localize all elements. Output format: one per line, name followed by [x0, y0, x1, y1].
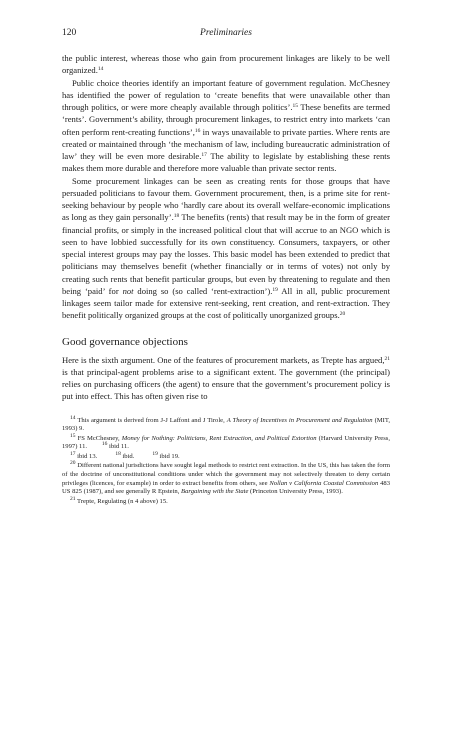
paragraph: the public interest, whereas those who gain from procurement linkages are likely to be well organized.$^{14}$ [62, 53, 390, 76]
footnote: $^{14}$ This argument is derived from J-J Laffont and J Tirole, A Theory of Incentives in Procurement and Regulation (MIT, 1993) 9. [62, 414, 391, 433]
footnote-ref: 20 [339, 311, 346, 318]
body-text [62, 52, 390, 403]
footnote-ref: 16 [194, 127, 201, 134]
running-title: Preliminaries [200, 28, 252, 38]
footnote-group [62, 450, 390, 462]
footnote: $^{20}$ Different national jurisdictions have sought legal methods to restrict rent extraction. In the US, this has taken the form of the doctrine of unconstitutional conditions under which the government may not selectively threaten to deny certain privileges (licences, for example) in order to extract benefits from others, see Nollan v California Coastal Commission 483 US 825 (1987), and see generally R Epstein, Bargaining with the State (Princeton University Press, 1993). [62, 460, 390, 496]
footnote-ref: 19 [272, 286, 278, 293]
paragraph: Some procurement linkages can be seen as creating rents for those groups that have persuaded politicians to favour them. Government procurement, then, is a prime site for rent-seeking behaviour by people who ‘hardly care about its overall welfare-economic implications as long as they gain personally’.$^{18}$ The benefits (rents) that result may be in the form of greater financial profits, or simply in the increased political clout that will accrue to an NGO which is seen to have lobbied successfully for its own constituency. Consumers, taxpayers, or other special interest groups may pay the losses. This basic model has been extended to predict that politicians may themselves benefit (whether financially or in terms of votes) not only by creating such rents that benefit particular groups, but even by threatening to regulate and then being ‘paid’ for not doing so (so called ‘rent-extraction’).$^{19}$ All in all, public procurement linkages seem tailor made for extensive rent-seeking, rent creation, and rent-extraction. They benefit politically organized groups at the cost of politically unorganized groups.$^{20}$ [62, 175, 390, 321]
page-number: 120 [62, 28, 77, 38]
footnote-ref: 18 [173, 213, 180, 220]
book-page [62, 28, 390, 507]
footnote-ref: 14 [97, 66, 104, 73]
paragraph: Here is the sixth argument. One of the features of procurement markets, as Trepte has argued,$^{21}$ is that principal-agent problems arise to a significant extent. The government (the principal) relies on purchasing officers (the agent) to ensure that the government’s procurement policy is put into effect. This has often given rise to [62, 354, 390, 402]
running-header [62, 28, 390, 42]
paragraph: Public choice theories identify an important feature of government regulation. McChesney has identified the power of regulation to ‘create benefits that were unavailable other than through politics, or were more cheaply available through politics’.$^{15}$ These benefits are termed ‘rents’. Government’s ability, through procurement linkages, to restrict entry into markets ‘can often perform rent-creating functions’,$^{16}$ in ways unavailable to private parties. Where rents are created or maintained through ‘the mechanism of law, including bureaucratic administration of law’ they will be even more desirable.$^{17}$ The ability to legislate by establishing these rents makes them more durable and therefore more valuable than private sector rents. [62, 77, 390, 174]
footnote: $^{19}$ ibid 19. [152, 450, 180, 460]
footnote: $^{15}$ FS McChesney, Money for Nothing: Politicians, Rent Extraction, and Political Extortion (Harvard University Press, 1997) 11. $^{16}$ ibid 11. [62, 432, 390, 451]
footnote-ref: 21 [384, 355, 390, 362]
footnotes [62, 414, 391, 507]
footnote-ref: 17 [201, 152, 207, 158]
footnote: $^{21}$ Trepte, Regulating (n 4 above) 15. [70, 495, 168, 505]
section-heading: Good governance objections [62, 335, 188, 348]
footnote: $^{18}$ ibid. [115, 450, 135, 460]
footnote-ref: 15 [292, 103, 299, 109]
footnote: $^{17}$ ibid 13. [70, 450, 98, 460]
